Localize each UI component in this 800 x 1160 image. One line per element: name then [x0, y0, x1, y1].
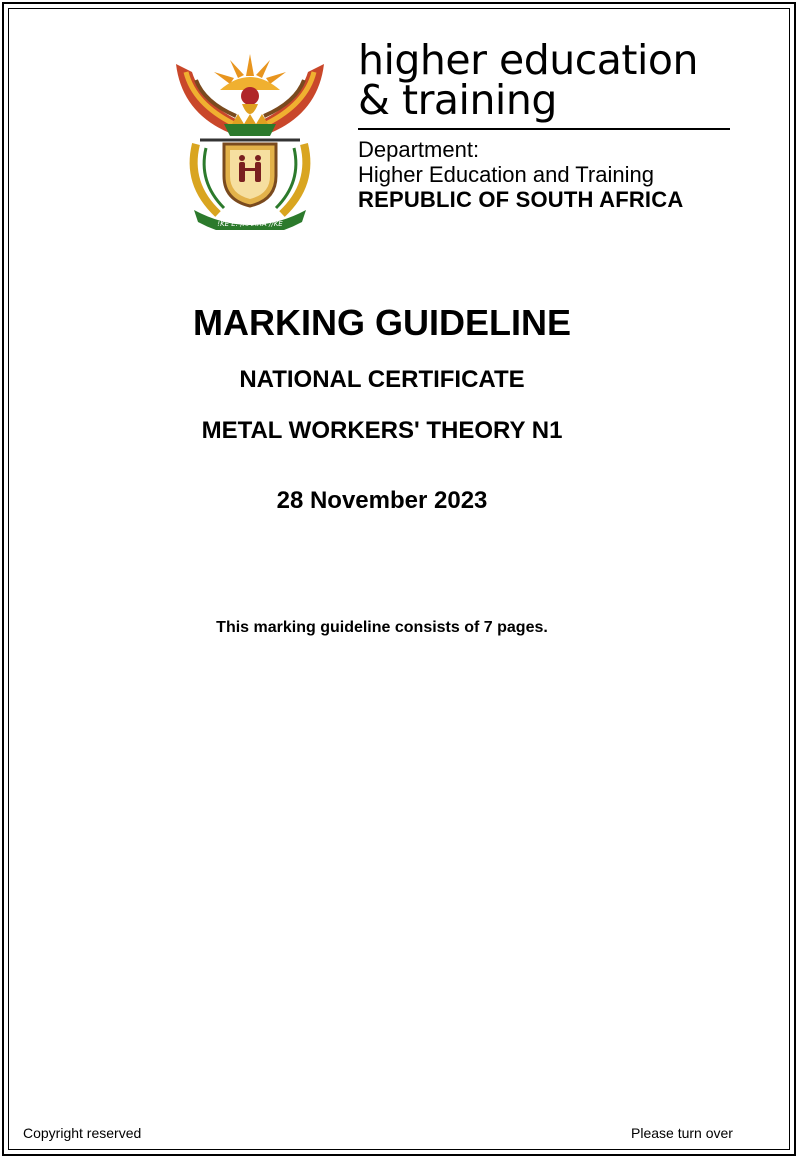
dept-country: REPUBLIC OF SOUTH AFRICA: [358, 187, 684, 212]
document-title: MARKING GUIDELINE: [193, 302, 571, 343]
department-header: [358, 36, 738, 212]
certificate-heading: NATIONAL CERTIFICATE: [239, 366, 525, 393]
dept-line-training: & training: [358, 76, 557, 124]
dept-line-higher-education: higher education: [358, 36, 698, 84]
coat-of-arms-icon: [172, 44, 328, 230]
crest-motto: !KE E: /XARRA //KE: [217, 220, 283, 228]
dept-label: Department:: [358, 137, 480, 162]
dept-name: Higher Education and Training: [358, 162, 654, 187]
subject-heading: METAL WORKERS' THEORY N1: [201, 417, 563, 444]
dept-subheading: [358, 137, 654, 187]
footer-turn-over: Please turn over: [631, 1125, 733, 1141]
footer-copyright: Copyright reserved: [23, 1125, 142, 1141]
page-count-note: This marking guideline consists of 7 pages.: [216, 619, 548, 636]
dept-divider: [358, 128, 730, 130]
exam-date: 28 November 2023: [276, 487, 488, 514]
